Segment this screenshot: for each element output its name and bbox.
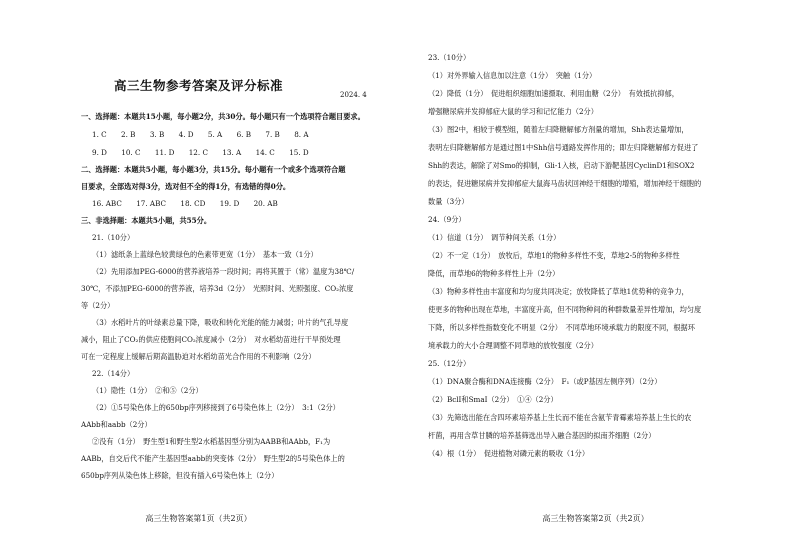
answer-page-2	[397, 0, 794, 558]
text-line: AAbb和aabb（2分）	[81, 420, 152, 429]
answer-row: 9. D 10. C 11. D 12. C 13. A 14. C 15. D	[92, 148, 309, 157]
text-line: 下降，所以多样性指数变化不明显（2分） 不同草地环境承载力的限度不同，根据环	[428, 323, 695, 332]
text-line: （2）BclⅠ和SmaⅠ（2分） ①④（2分）	[428, 395, 558, 404]
text-line: 降低，而草地6的物种多样性上升（2分）	[428, 269, 560, 278]
text-line: （1）对外界输入信息加以注意（1分） 突触（1分）	[428, 71, 597, 80]
text-line: 30℃，不添加PEG-6000的营养液，培养3d（2分） 光照时间、光照强度、CO₂浓度	[81, 284, 354, 293]
text-line: （1）信道（1分） 调节种间关系（1分）	[428, 233, 561, 242]
text-line: 数量（3分）	[428, 197, 469, 206]
text-line: 使更多的物种出现在草地，丰富度升高，但不同物种间的种群数量差异性增加，均匀度	[428, 305, 702, 314]
section-1-heading: 一、选择题：本题共15小题，每小题2分，共30分。每小题只有一个选项符合题目要求。	[81, 112, 365, 121]
text-line: （2）不一定（1分） 放牧后，草地1的物种多样性不变，草地2-5的物种多样性	[428, 251, 680, 260]
question-heading: 23.（10分）	[428, 53, 471, 62]
answer-row: 1. C 2. B 3. B 4. D 5. A 6. B 7. B 8. A	[92, 130, 309, 139]
question-heading: 24.（9分）	[428, 215, 466, 224]
text-line: （3）先筛选出能在含四环素培养基上生长而不能在含氨苄青霉素培养基上生长的农	[428, 413, 692, 422]
section-2-heading-cont: 目要求，全部选对得3分，选对但不全的得1分，有选错的得0分。	[81, 182, 291, 191]
page-footer: 高三生物答案第2页（共2页）	[542, 514, 649, 523]
text-line: （2）降低（1分） 促进组织细胞加速摄取、利用血糖（2分） 有效抵抗抑郁，	[428, 89, 679, 98]
text-line: （1）隐性（1分） ②和⑤（2分）	[92, 386, 203, 395]
text-line: （1）DNA聚合酶和DNA连接酶（2分） F₁（或P基因左侧序列）（2分）	[428, 377, 662, 386]
text-line: ②没有（1分） 野生型1和野生型2水稻基因型分别为AABB和AAbb，F₁为	[92, 437, 331, 446]
text-line: （2）①5号染色体上的650bp序列移接到了6号染色体上（2分） 3:1（2分）	[92, 403, 340, 412]
text-line: 650bp序列从染色体上移除，但没有插入6号染色体上（2分）	[81, 471, 279, 480]
text-line: AABb，自交后代不能产生基因型aabb的突变体（2分） 野生型2的5号染色体上的	[81, 454, 345, 463]
text-line: 境承载力的大小合理调整不同草地的放牧强度（2分）	[428, 341, 598, 350]
text-line: 减小，阻止了CO₂的供应使胞间CO₂浓度减小（2分） 对水稻幼苗进行干旱预处理	[81, 335, 341, 344]
section-2-heading: 二、选择题：本题共5小题，每小题3分，共15分。每小题有一个或多个选项符合题	[81, 165, 346, 174]
text-line: （4）根（1分） 促进植物对磷元素的吸收（1分）	[428, 449, 590, 458]
question-heading: 25.（12分）	[428, 359, 471, 368]
answer-row: 16. ABC 17. ABC 18. CD 19. D 20. AB	[92, 199, 278, 208]
text-line: 的表达，促进糖尿病并发抑郁症大鼠海马齿状回神经干细胞的增殖，增加神经干细胞的	[428, 179, 702, 188]
question-heading: 21.（10分）	[92, 233, 135, 242]
text-line: （3）图2中，相较于模型组，随着左归降糖解郁方剂量的增加，Shh表达量增加，	[428, 125, 689, 134]
question-heading: 22.（14分）	[92, 369, 135, 378]
text-line: （1）滤纸条上蓝绿色较黄绿色的色素带更宽（1分） 基本一致（1分）	[92, 250, 318, 259]
section-3-heading: 三、非选择题：本题共5小题，共55分。	[81, 216, 212, 225]
text-line: 增强糖尿病并发抑郁症大鼠的学习和记忆能力（2分）	[428, 107, 598, 116]
text-line: （2）先用添加PEG-6000的营养液培养一段时间；再将其置于（常）温度为38℃/	[92, 267, 355, 276]
document-title: 高三生物参考答案及评分标准	[113, 78, 283, 93]
text-line: 表明左归降糖解郁方是通过图1中Shh信号通路发挥作用的；即左归降糖解郁方促进了	[428, 143, 699, 152]
text-line: 等（2分）	[81, 301, 115, 310]
text-line: Shh的表达，解除了对Smo的抑制，Gli-1入核，启动下游靶基因CyclinD1和SOX2	[428, 161, 695, 170]
text-line: （3）水稻叶片的叶绿素总量下降，吸收和转化光能的能力减弱；叶片的气孔导度	[92, 318, 349, 327]
text-line: 杆菌，再用含草甘膦的培养基筛选出导入融合基因的拟南芥细胞（2分）	[428, 431, 656, 440]
text-line: 可在一定程度上缓解后期高温胁迫对水稻幼苗光合作用的不利影响（2分）	[81, 352, 316, 361]
document-date: 2024. 4	[340, 91, 367, 99]
text-line: （3）物种多样性由丰富度和均匀度共同决定；放牧降低了草地1优势种的竞争力，	[428, 287, 689, 296]
page-footer: 高三生物答案第1页（共2页）	[145, 514, 252, 523]
